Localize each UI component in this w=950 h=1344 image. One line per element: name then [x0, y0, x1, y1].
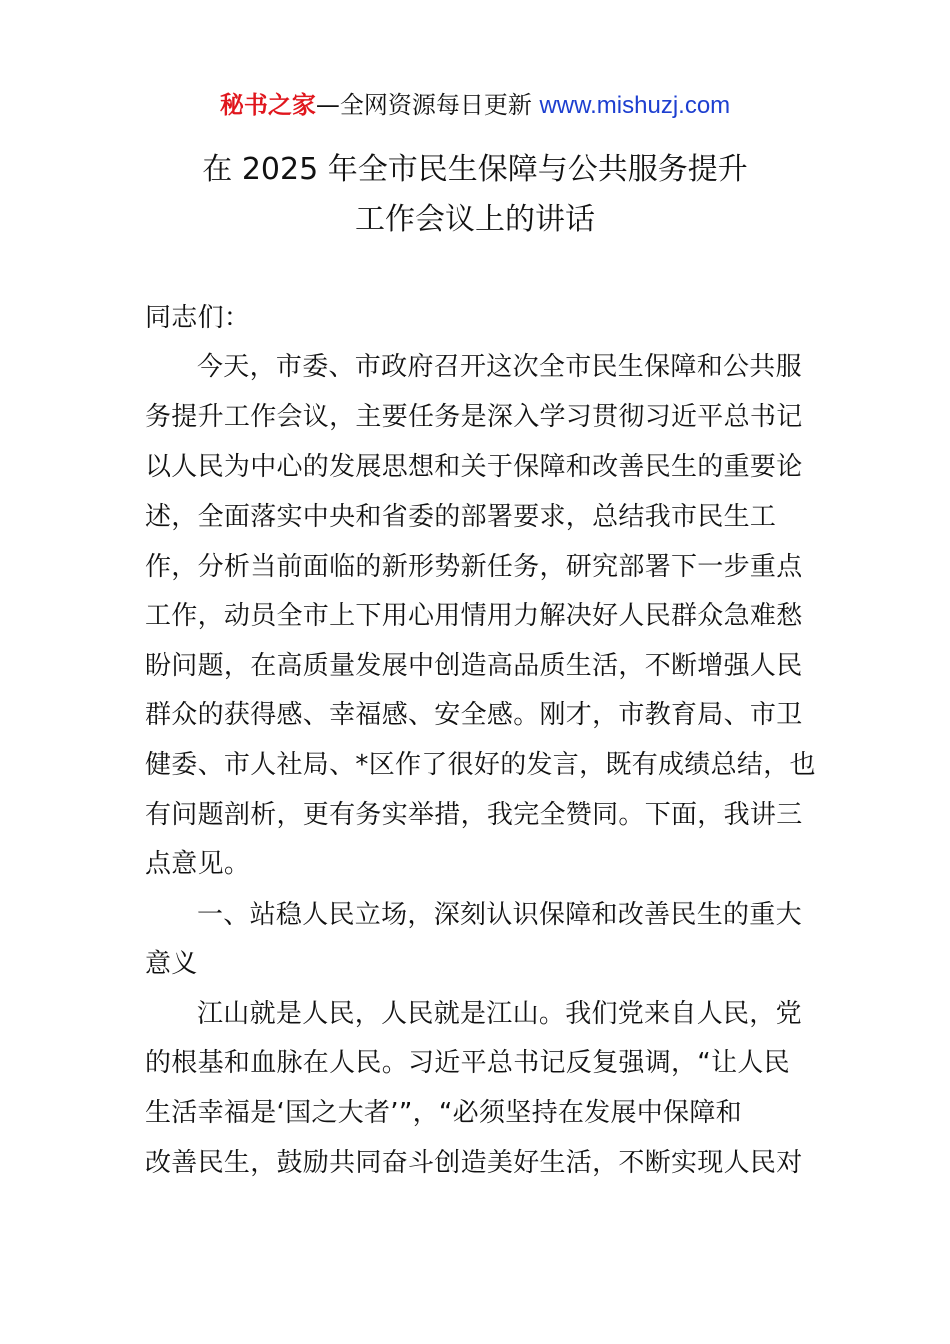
- paragraph-line: 生活幸福是‘国之大者’”，“必须坚持在发展中保障和: [145, 1098, 742, 1128]
- section-heading: 一、站稳人民立场，深刻认识保障和改善民生的重大: [197, 900, 802, 930]
- site-tagline: —全网资源每日更新: [315, 91, 540, 119]
- paragraph-line: 群众的获得感、幸福感、安全感。刚才，市教育局、市卫: [145, 700, 803, 730]
- site-header: [0, 88, 950, 123]
- site-brand: 秘书之家: [219, 91, 316, 119]
- document-title-line-1: 在 2025 年全市民生保障与公共服务提升: [202, 152, 748, 187]
- paragraph-line: 有问题剖析，更有务实举措，我完全赞同。下面，我讲三: [145, 800, 803, 830]
- paragraph-line: 江山就是人民，人民就是江山。我们党来自人民，党: [197, 999, 802, 1029]
- paragraph-line: 改善民生，鼓励共同奋斗创造美好生活，不断实现人民对: [145, 1148, 803, 1178]
- document-title-line-2: 工作会议上的讲话: [355, 202, 595, 237]
- paragraph-line: 工作，动员全市上下用心用情用力解决好人民群众急难愁: [145, 601, 803, 631]
- paragraph-line: 健委、市人社局、*区作了很好的发言，既有成绩总结，也: [145, 750, 816, 780]
- paragraph-line: 的根基和血脉在人民。习近平总书记反复强调，“让人民: [145, 1048, 790, 1078]
- section-heading: 意义: [145, 949, 198, 979]
- paragraph-line: 述，全面落实中央和省委的部署要求，总结我市民生工: [145, 502, 777, 532]
- paragraph-line: 今天，市委、市政府召开这次全市民生保障和公共服: [197, 352, 802, 382]
- paragraph-line: 盼问题，在高质量发展中创造高品质生活，不断增强人民: [145, 651, 803, 681]
- paragraph-line: 点意见。: [145, 849, 251, 879]
- salutation: 同志们：: [145, 303, 251, 333]
- paragraph-line: 务提升工作会议，主要任务是深入学习贯彻习近平总书记: [145, 402, 803, 432]
- paragraph-line: 以人民为中心的发展思想和关于保障和改善民生的重要论: [145, 452, 803, 482]
- site-url-link[interactable]: www.mishuzj.com: [539, 92, 731, 119]
- paragraph-line: 作，分析当前面临的新形势新任务，研究部署下一步重点: [145, 552, 803, 582]
